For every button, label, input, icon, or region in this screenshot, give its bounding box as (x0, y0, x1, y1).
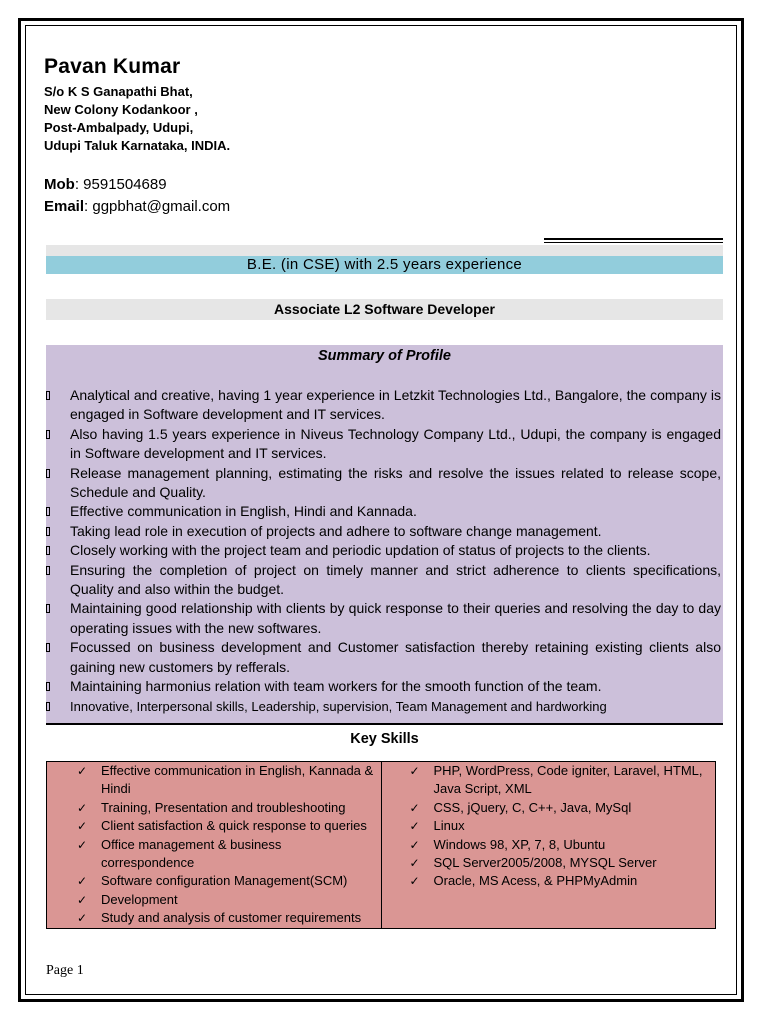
address-line: New Colony Kodankoor , (44, 102, 198, 117)
summary-item (46, 638, 721, 677)
summary-item (46, 522, 721, 541)
skill-text: Training, Presentation and troubleshooting (101, 799, 346, 815)
summary-item-text: Taking lead role in execution of projects and adhere to software change management. (70, 522, 602, 539)
check-icon: ✓ (77, 764, 88, 778)
skill-item (47, 836, 381, 873)
skill-text: CSS, jQuery, C, C++, Java, MySql (433, 799, 632, 815)
skill-item (382, 872, 716, 890)
summary-item (46, 541, 721, 560)
skills-left-column (47, 762, 382, 929)
summary-item-text: Release management planning, estimating the risks and resolve the issues related to release scope, Schedule and Quality. (70, 464, 721, 501)
summary-item-text: Maintaining good relationship with clients by quick response to their queries and resolving the day to day operating issues with the new softwares. (70, 600, 721, 636)
summary-item (46, 677, 721, 696)
address-block (44, 83, 230, 155)
skill-item (47, 762, 381, 799)
skill-text: Effective communication in English, Kannada & Hindi (101, 763, 374, 797)
skill-text: PHP, WordPress, Code igniter, Laravel, HTML, Java Script, XML (433, 763, 703, 797)
summary-item-text: Closely working with the project team and periodic updation of status of projects to the clients. (70, 542, 651, 559)
square-bullet-icon (46, 604, 50, 613)
check-icon: ✓ (77, 892, 88, 907)
skill-text: Windows 98, XP, 7, 8, Ubuntu (433, 836, 606, 852)
check-icon: ✓ (409, 837, 420, 852)
decorative-rule (544, 238, 723, 243)
decorative-band (46, 245, 723, 256)
skill-text: Development (101, 891, 178, 907)
square-bullet-icon (46, 643, 50, 652)
summary-item-text: Also having 1.5 years experience in Niveus Technology Company Ltd., Udupi, the company is engaged in Software development and IT services. (70, 425, 721, 462)
address-line: S/o K S Ganapathi Bhat, (44, 84, 193, 99)
summary-title: Summary of Profile (318, 348, 451, 364)
page-number: Page 1 (46, 963, 84, 978)
summary-item-text: Innovative, Interpersonal skills, Leadership, supervision, Team Management and hardworking (70, 698, 607, 714)
square-bullet-icon (46, 682, 50, 691)
skill-item (382, 854, 716, 872)
summary-item-text: Focussed on business development and Customer satisfaction thereby retaining existing clients also gaining new customers by refferals. (70, 639, 721, 675)
skill-text: Linux (433, 818, 465, 834)
skill-text: Software configuration Management(SCM) (101, 873, 348, 889)
role-banner: Associate L2 Software Developer (46, 299, 723, 320)
summary-item-text: Maintaining harmonius relation with team workers for the smooth function of the team. (70, 678, 602, 695)
skill-item (47, 891, 381, 909)
check-icon: ✓ (409, 856, 420, 871)
square-bullet-icon (46, 527, 50, 536)
key-skills-title: Key Skills (350, 731, 419, 747)
square-bullet-icon (46, 391, 50, 400)
email-value: : ggpbhat@gmail.com (84, 198, 231, 215)
qualification-banner: B.E. (in CSE) with 2.5 years experience (46, 256, 723, 274)
square-bullet-icon (46, 566, 50, 575)
square-bullet-icon (46, 469, 50, 478)
summary-item-text: Effective communication in English, Hindi and Kannada. (70, 503, 417, 520)
check-icon: ✓ (77, 874, 88, 889)
summary-item (46, 425, 721, 464)
email-line (44, 196, 230, 218)
skill-text: Client satisfaction & quick response to queries (101, 818, 367, 834)
summary-item (46, 386, 721, 425)
key-skills-table (46, 761, 716, 929)
square-bullet-icon (46, 546, 50, 555)
skills-right-column (381, 762, 716, 929)
skill-item (382, 762, 716, 799)
check-icon: ✓ (409, 819, 420, 834)
skill-text: Office management & business correspondence (101, 836, 282, 871)
check-icon: ✓ (409, 874, 420, 889)
summary-section (46, 345, 723, 725)
address-line: Post-Ambalpady, Udupi, (44, 120, 194, 135)
check-icon: ✓ (77, 837, 88, 852)
check-icon: ✓ (77, 800, 88, 815)
candidate-name: Pavan Kumar (44, 55, 181, 78)
skill-text: SQL Server2005/2008, MYSQL Server (433, 855, 657, 871)
summary-item (46, 599, 721, 638)
mobile-label: Mob (44, 176, 75, 193)
summary-item (46, 464, 721, 503)
address-line: Udupi Taluk Karnataka, INDIA. (44, 138, 231, 153)
skill-text: Oracle, MS Acess, & PHPMyAdmin (433, 873, 638, 889)
mobile-line (44, 174, 230, 196)
square-bullet-icon (46, 430, 50, 439)
check-icon: ✓ (409, 800, 420, 815)
check-icon: ✓ (77, 911, 88, 926)
email-label: Email (44, 198, 85, 215)
skill-item (382, 799, 716, 817)
summary-item-text: Ensuring the completion of project on timely manner and strict adherence to clients specifications, Quality and also within the budget. (70, 561, 721, 598)
square-bullet-icon (46, 702, 50, 711)
summary-item (46, 697, 721, 716)
summary-item (46, 561, 721, 600)
mobile-value: : 9591504689 (74, 176, 167, 193)
check-icon: ✓ (77, 819, 88, 834)
summary-list (46, 386, 721, 716)
skill-item (47, 817, 381, 835)
summary-item (46, 502, 721, 521)
check-icon: ✓ (409, 764, 420, 778)
skill-item (47, 872, 381, 890)
skill-item (47, 909, 381, 927)
contact-block (44, 174, 230, 218)
summary-item-text: Analytical and creative, having 1 year experience in Letzkit Technologies Ltd., Bangalore, the company is engaged in Software development and IT services. (70, 387, 721, 423)
skill-item (47, 799, 381, 817)
skill-text: Study and analysis of customer requirements (101, 910, 362, 926)
skill-item (382, 836, 716, 854)
skill-item (382, 817, 716, 835)
square-bullet-icon (46, 507, 50, 516)
